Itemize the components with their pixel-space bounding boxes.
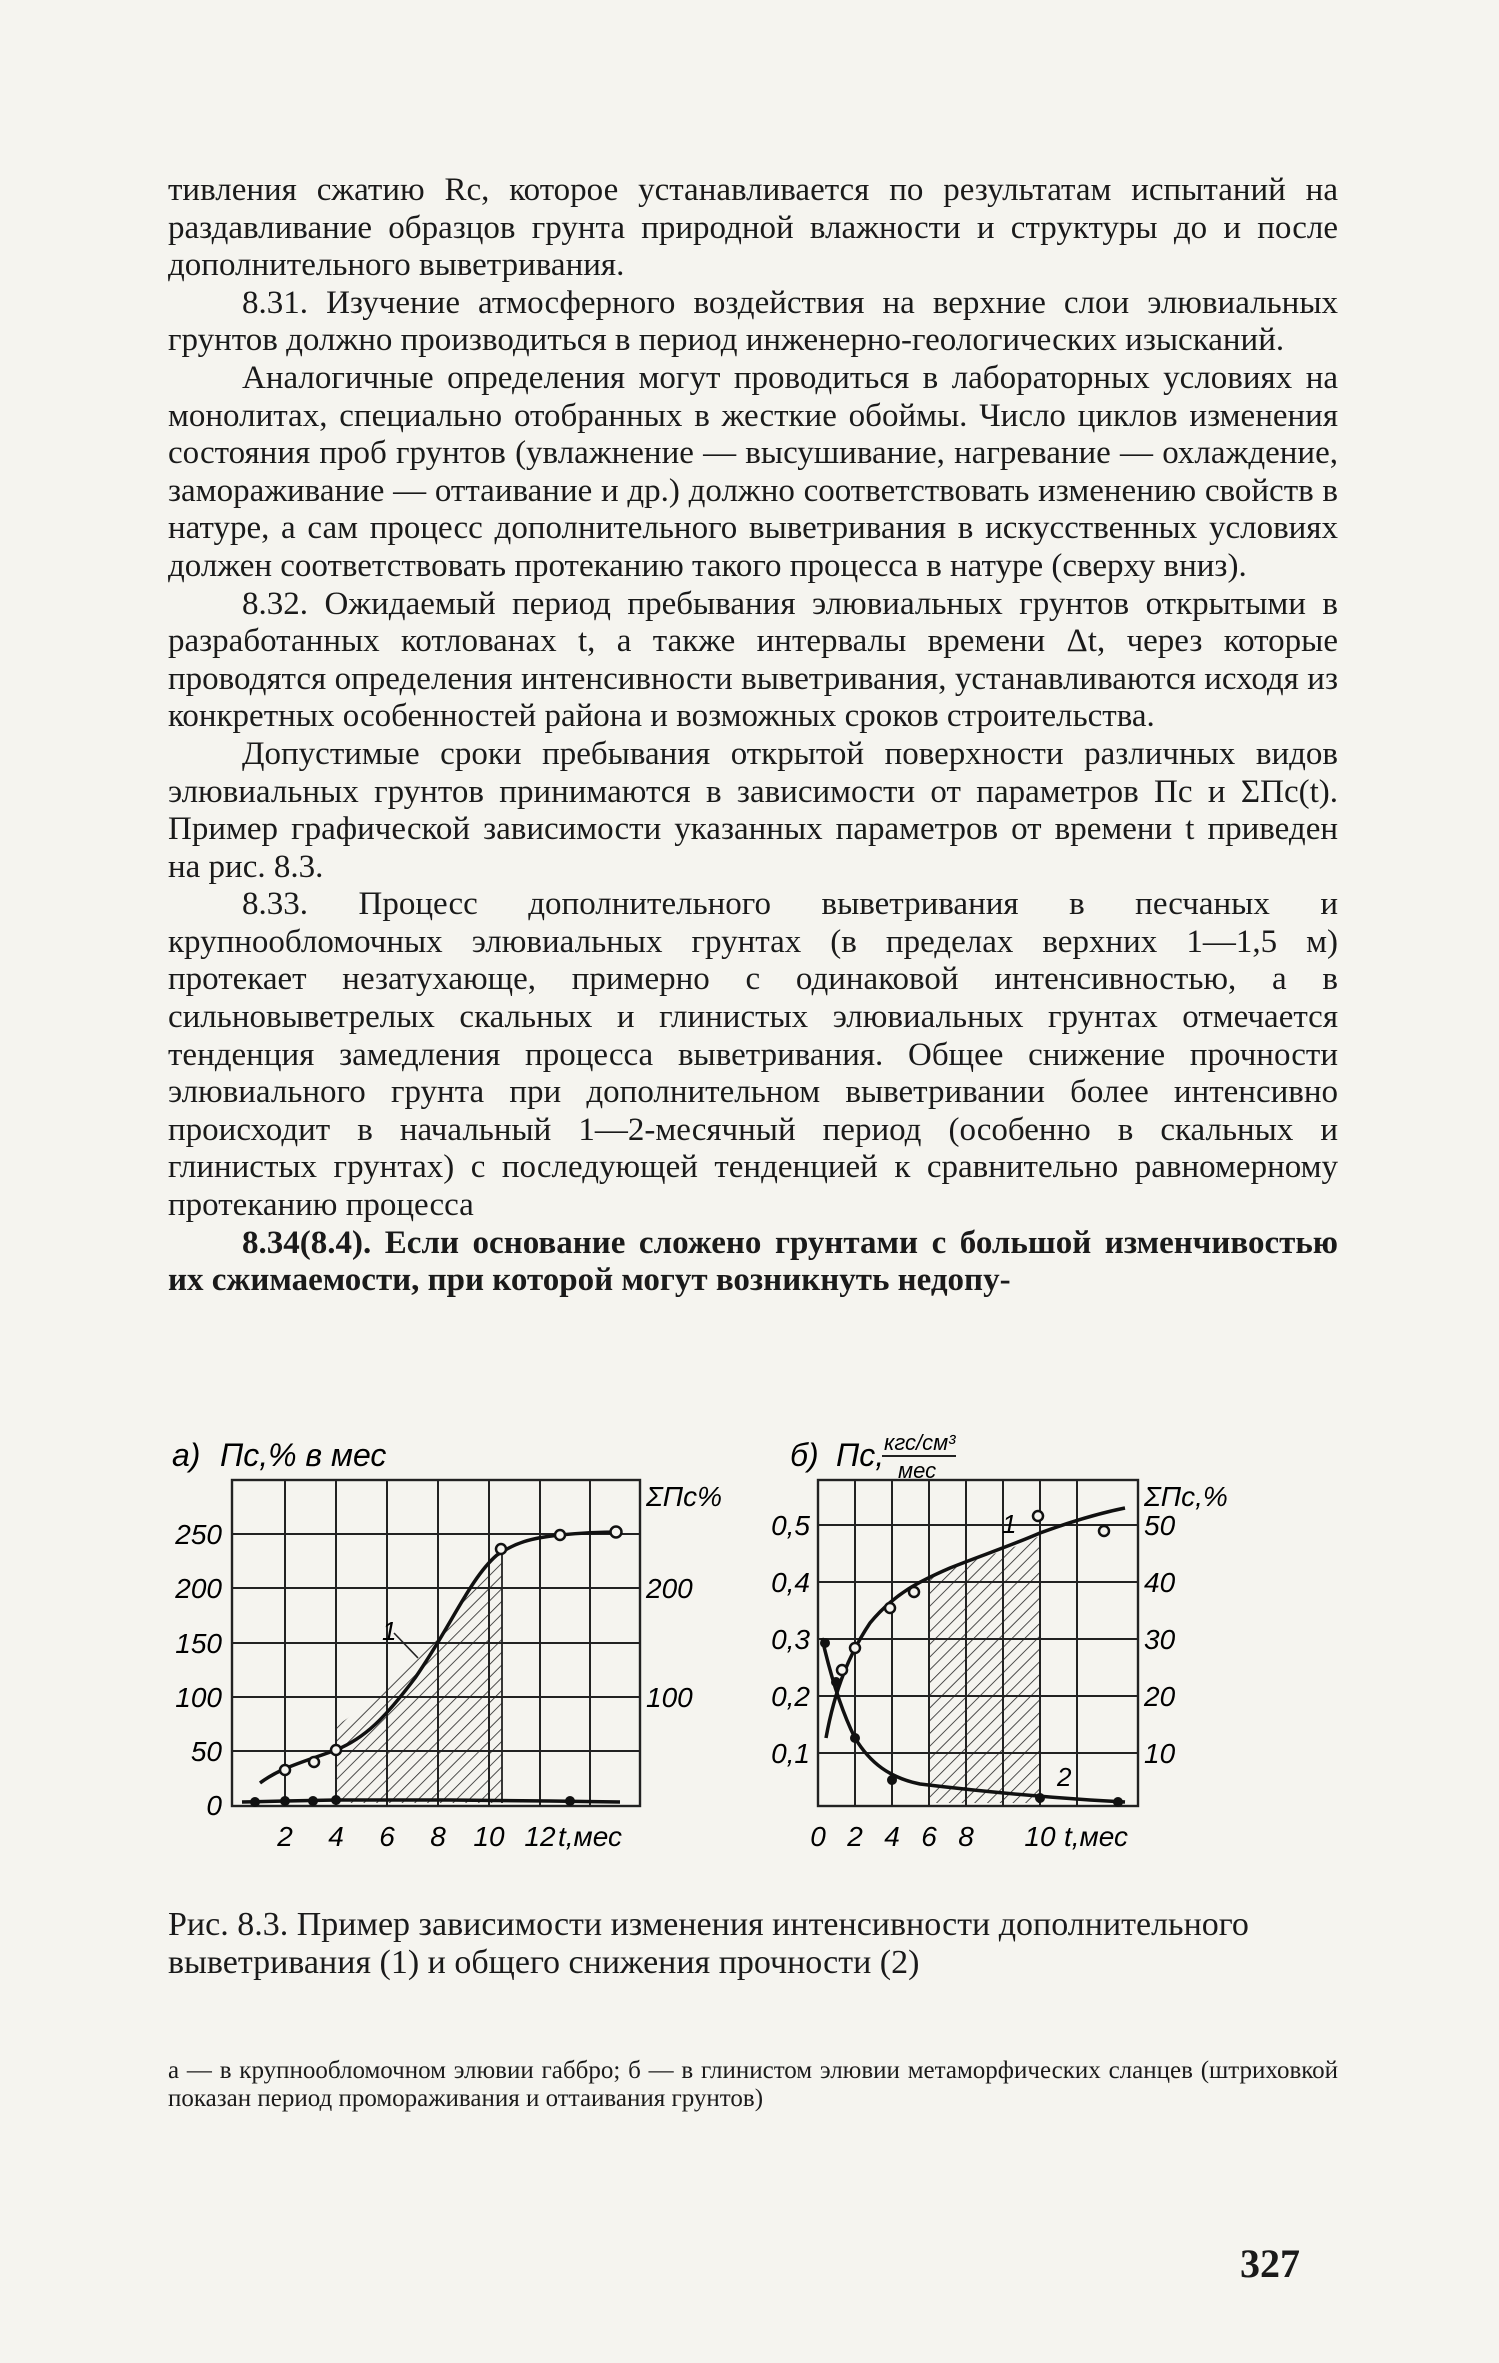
panel-b-right-tick: 40 <box>1144 1567 1176 1598</box>
panel-b-x-tick: 0 <box>810 1821 826 1852</box>
figure-caption <box>168 1906 1338 1982</box>
panel-b-point <box>1113 1797 1123 1807</box>
panel-b-point <box>885 1603 895 1613</box>
panel-a-left-tick: 250 <box>175 1519 222 1550</box>
panel-a-x-tick: 10 <box>473 1821 505 1852</box>
panel-a-curve-2 <box>242 1800 620 1802</box>
panel-a-point <box>250 1797 260 1807</box>
panel-a-left-ticks <box>174 1519 222 1821</box>
chart-panel-a <box>172 1437 722 1852</box>
panel-a-left-tick: 50 <box>190 1736 222 1767</box>
figure-subcaption <box>168 2032 1338 2138</box>
clause-number: 8.33. <box>242 886 308 923</box>
chart-panel-b <box>771 1430 1228 1852</box>
panel-b-unit-denominator: мес <box>898 1458 937 1483</box>
panel-b-x-tick: 6 <box>921 1821 937 1852</box>
paragraph-continuation: тивления сжатию Rc, которое устанавливается по результатам испытаний на раздавливание образцов грунта природной влажности и структуры до и после дополнительного выветривания. <box>168 172 1338 284</box>
panel-a-x-tick: 6 <box>379 1821 395 1852</box>
panel-b-x-label: t,мес <box>1064 1821 1129 1852</box>
panel-b-left-tick: 0,1 <box>771 1738 810 1769</box>
panel-a-x-label: t,мес <box>558 1821 623 1852</box>
panel-a-label: а) <box>172 1437 201 1473</box>
caption-subtitle: а — в крупнообломочном элювии габбро; б — в глинистом элювии метаморфических сланцев (штриховкой показан период промораживания и оттаивания грунтов) <box>168 2057 1338 2112</box>
paragraph-analogous: Аналогичные определения могут проводиться в лабораторных условиях на монолитах, специально отобранных в жесткие обоймы. Число циклов изменения состояния проб грунтов (увлажнение — высушивание, нагревание — охлаждение, замораживание — оттаивание и др.) должно соответствовать изменению свойств в натуре, а сам процесс дополнительного выветривания в искусственных условиях должен соответствовать протеканию такого процесса в натуре (сверху вниз). <box>168 359 1338 584</box>
caption-title: Рис. 8.3. Пример зависимости изменения интенсивности дополнительного выветривания (1) и общего снижения прочности (2) <box>168 1906 1249 1981</box>
panel-b-point <box>820 1638 830 1648</box>
panel-a-point <box>280 1796 290 1806</box>
panel-b-right-tick: 20 <box>1144 1681 1176 1712</box>
panel-b-left-tick: 0,2 <box>771 1681 810 1712</box>
panel-a-point <box>331 1745 341 1755</box>
paragraph-8-34: 8.34(8.4). Если основание сложено грунтами с большой изменчивостью их сжимаемости, при которой могут возникнуть недопу- <box>168 1224 1338 1299</box>
panel-a-left-tick: 100 <box>175 1682 222 1713</box>
figure-8-3 <box>150 1418 1230 1888</box>
panel-a-right-axis-title: ΣПс% <box>646 1481 722 1512</box>
panel-b-right-tick: 10 <box>1144 1738 1176 1769</box>
paragraph-allowable-terms: Допустимые сроки пребывания открытой поверхности различных видов элювиальных грунтов принимаются в зависимости от параметров Пс и ΣПс(t). Пример графической зависимости указанных параметров от времени t приведен на рис. 8.3. <box>168 735 1338 885</box>
panel-b-right-axis-title: ΣПс,% <box>1144 1481 1228 1512</box>
panel-b-x-tick: 4 <box>884 1821 900 1852</box>
paragraph-8-33: 8.33. Процесс дополнительного выветривания в песчаных и крупнообломочных элювиальных грунтах (в пределах верхних 1—1,5 м) протекает незатухающе, примерно с одинаковой интенсивностью, а в сильновыветрелых скальных и глинистых элювиальных грунтах отмечается тенденция замедления процесса выветривания. Общее снижение прочности элювиального грунта при дополнительном выветривании более интенсивно происходит в начальный 1—2-месячный период (особенно в скальных и глинистых грунтах) с последующей тенденцией к сравнительно равномерному протеканию процесса <box>168 886 1339 1224</box>
panel-a-left-tick: 200 <box>175 1573 222 1604</box>
panel-b-curve-2-label: 2 <box>1057 1762 1072 1792</box>
clause-number: 8.32. <box>242 585 308 622</box>
panel-b-left-tick: 0,4 <box>771 1567 810 1598</box>
panel-a-point <box>309 1757 319 1767</box>
paragraph-8-31: 8.31. Изучение атмосферного воздействия на верхние слои элювиальных грунтов должно производиться в период инженерно-геологических изысканий. <box>168 284 1338 359</box>
panel-a-point <box>308 1796 318 1806</box>
panel-b-left-axis-title: Пс, <box>836 1437 885 1473</box>
panel-a-hatched-area <box>336 1548 502 1803</box>
panel-b-right-tick: 50 <box>1144 1510 1176 1541</box>
panel-a-curve-label: 1 <box>382 1616 397 1646</box>
panel-a-point <box>611 1527 622 1538</box>
panel-a-point <box>565 1796 575 1806</box>
body-text <box>168 172 1338 1300</box>
panel-b-point <box>909 1587 919 1597</box>
panel-b-x-tick: 10 <box>1024 1821 1056 1852</box>
clause-number: 8.34(8.4). <box>242 1224 372 1261</box>
panel-b-point <box>831 1677 841 1687</box>
paragraph-8-32: 8.32. Ожидаемый период пребывания элювиальных грунтов открытыми в разработанных котлованах t, а также интервалы времени Δt, через которые проводятся определения интенсивности выветривания, устанавливаются исходя из конкретных особенностей района и возможных сроков строительства. <box>168 585 1338 735</box>
page-number: 327 <box>1240 2241 1300 2286</box>
panel-b-point <box>1099 1526 1109 1536</box>
panel-b-unit-numerator: кгс/см³ <box>884 1430 956 1455</box>
panel-a-x-tick: 12 <box>524 1821 556 1852</box>
panel-b-point <box>1035 1793 1045 1803</box>
panel-b-left-tick: 0,5 <box>771 1510 810 1541</box>
panel-b-point <box>887 1775 897 1785</box>
panel-b-point <box>1033 1511 1043 1521</box>
panel-b-left-ticks <box>771 1510 810 1769</box>
panel-b-point <box>850 1643 860 1653</box>
panel-a-left-axis-title: Пс,% в мес <box>220 1437 387 1473</box>
panel-b-x-tick: 2 <box>847 1821 863 1852</box>
panel-a-right-ticks <box>645 1573 693 1713</box>
panel-a-x-tick: 4 <box>328 1821 344 1852</box>
panel-a-point <box>555 1530 565 1540</box>
panel-b-label: б) <box>790 1437 819 1473</box>
panel-b-point <box>837 1665 847 1675</box>
panel-a-x-ticks <box>276 1821 556 1852</box>
panel-b-right-ticks <box>1143 1510 1176 1769</box>
panel-a-x-tick: 2 <box>277 1821 293 1852</box>
panel-b-point <box>850 1733 860 1743</box>
panel-a-point <box>496 1544 506 1554</box>
panel-a-left-tick: 0 <box>206 1790 222 1821</box>
panel-a-right-tick: 100 <box>646 1682 693 1713</box>
panel-b-x-tick: 8 <box>958 1821 974 1852</box>
panel-a-x-tick: 8 <box>430 1821 446 1852</box>
panel-b-left-tick: 0,3 <box>771 1624 810 1655</box>
panel-a-point <box>280 1765 290 1775</box>
panel-b-x-ticks <box>810 1821 1056 1852</box>
panel-b-right-tick: 30 <box>1144 1624 1176 1655</box>
panel-b-curve-1-label: 1 <box>1002 1509 1017 1539</box>
clause-number: 8.31. <box>242 284 308 321</box>
panel-a-right-tick: 200 <box>646 1573 693 1604</box>
panel-a-point <box>331 1795 341 1805</box>
panel-a-left-tick: 150 <box>175 1628 222 1659</box>
panel-b-hatched-area <box>929 1536 1040 1803</box>
